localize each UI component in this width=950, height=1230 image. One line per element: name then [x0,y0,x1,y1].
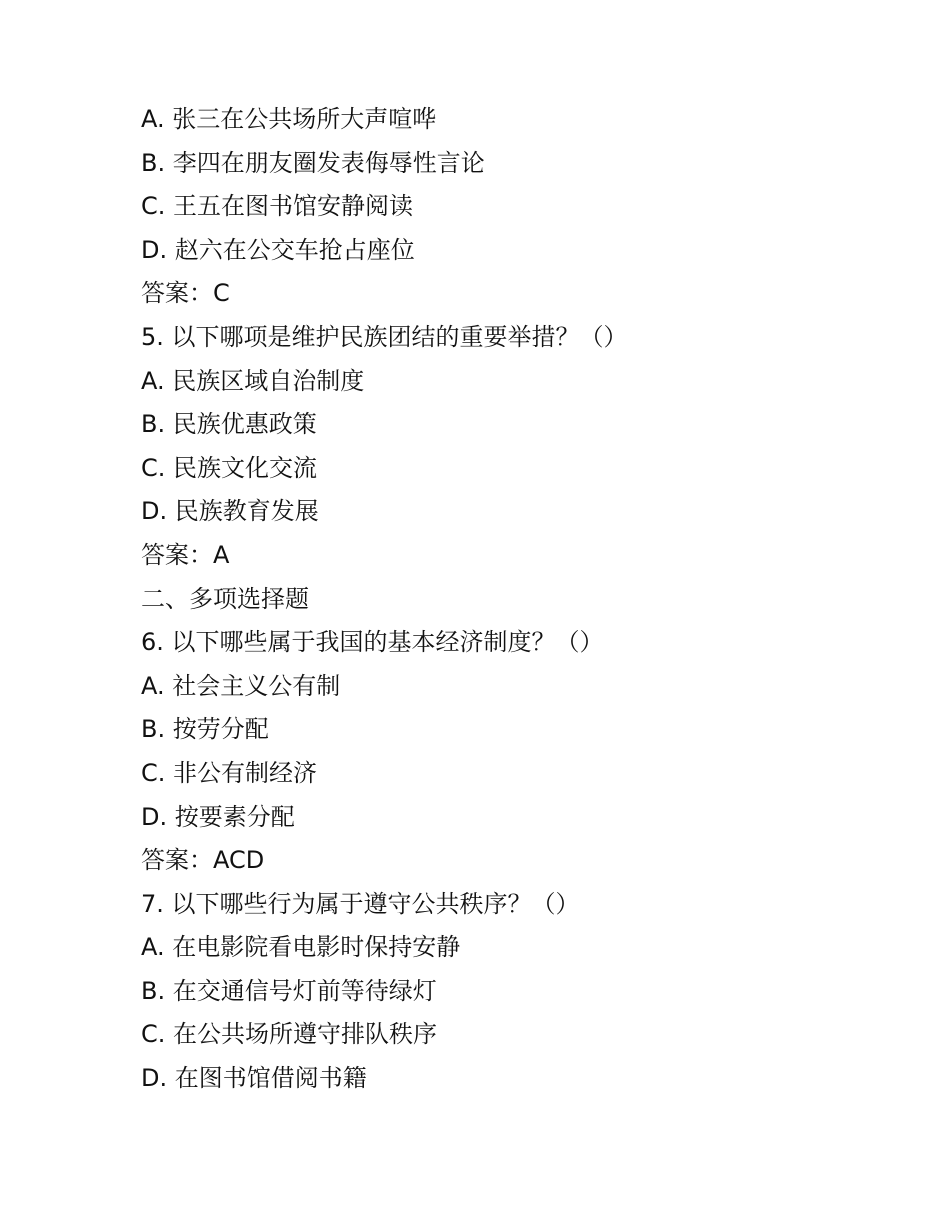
option-7a: A. 在电影院看电影时保持安静 [141,933,461,962]
option-7d: D. 在图书馆借阅书籍 [141,1064,367,1093]
option-4b: B. 李四在朋友圈发表侮辱性言论 [141,148,485,177]
option-5c: C. 民族文化交流 [141,453,318,482]
option-6b: B. 按劳分配 [141,715,269,744]
question-7: 7. 以下哪些行为属于遵守公共秩序？（） [141,889,580,918]
option-6a: A. 社会主义公有制 [141,671,341,700]
question-5: 5. 以下哪项是维护民族团结的重要举措？（） [141,322,628,351]
option-5b: B. 民族优惠政策 [141,410,317,439]
option-4c: C. 王五在图书馆安静阅读 [141,192,414,221]
answer-4: 答案：C [141,279,230,308]
answer-6: 答案：ACD [141,846,265,875]
option-6c: C. 非公有制经济 [141,758,318,787]
option-5a: A. 民族区域自治制度 [141,366,365,395]
option-7b: B. 在交通信号灯前等待绿灯 [141,976,437,1005]
option-7c: C. 在公共场所遵守排队秩序 [141,1020,438,1049]
option-5d: D. 民族教育发展 [141,497,319,526]
option-4a: A. 张三在公共场所大声喧哗 [141,105,437,133]
section-heading: 二、多项选择题 [141,584,309,613]
document-body [141,98,861,1101]
option-4d: D. 赵六在公交车抢占座位 [141,235,415,264]
answer-5: 答案：A [141,540,230,569]
question-6: 6. 以下哪些属于我国的基本经济制度？（） [141,628,604,657]
option-6d: D. 按要素分配 [141,802,295,831]
